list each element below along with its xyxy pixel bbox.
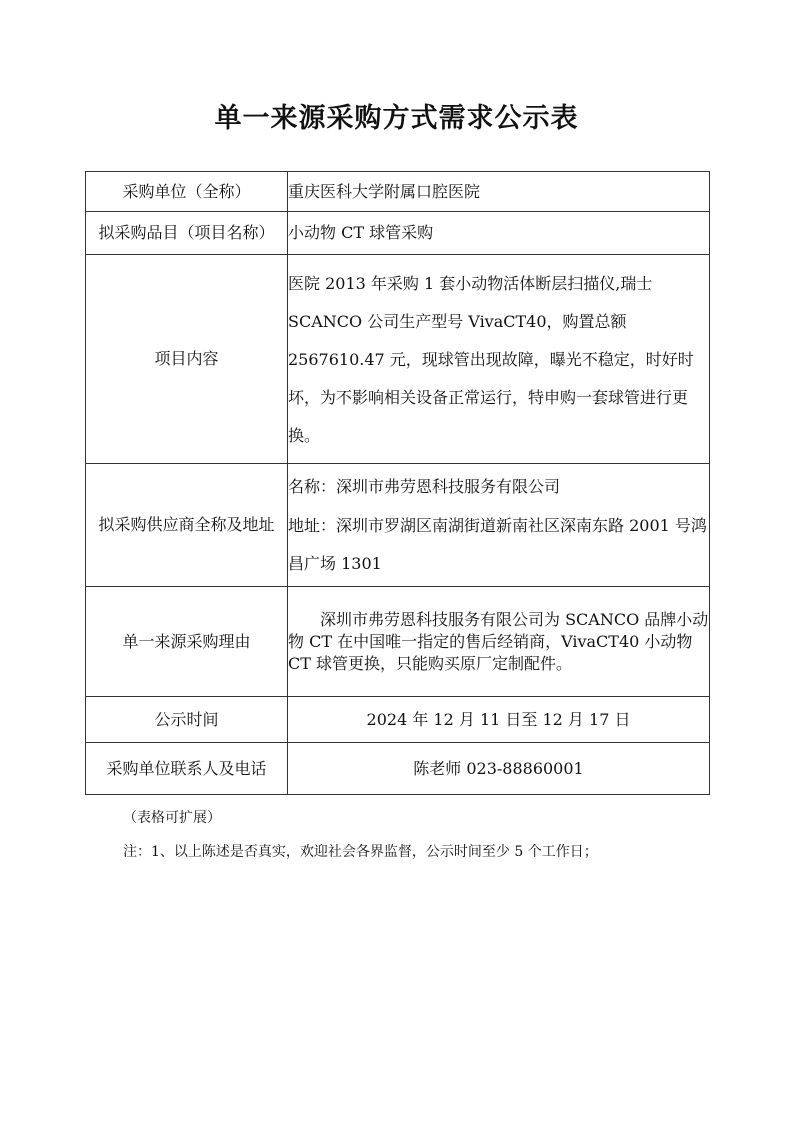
supplier-label: 拟采购供应商全称及地址 [86, 464, 288, 587]
supplier-value-cell [288, 464, 710, 587]
table-row-content [86, 255, 710, 464]
table-row-purchaser [86, 172, 710, 212]
table-row-reason [86, 587, 710, 697]
content-value-cell [288, 255, 710, 464]
purchaser-value: 重庆医科大学附属口腔医院 [288, 172, 710, 212]
item-label: 拟采购品目（项目名称） [86, 212, 288, 255]
table-row-supplier [86, 464, 710, 587]
reason-value: 深圳市弗劳恩科技服务有限公司为 SCANCO 品牌小动物 CT 在中国唯一指定的售后经销商，VivaCT40 小动物 CT 球管更换，只能购买原厂定制配件。 [288, 609, 709, 673]
purchaser-label: 采购单位（全称） [86, 172, 288, 212]
period-label: 公示时间 [86, 697, 288, 743]
supplier-name: 名称：深圳市弗劳恩科技服务有限公司 [288, 477, 561, 496]
document-title: 单一来源采购方式需求公示表 [214, 103, 579, 134]
reason-value-cell [288, 587, 710, 697]
item-value: 小动物 CT 球管采购 [288, 212, 710, 255]
contact-value: 陈老师 023-88860001 [288, 743, 710, 795]
table-expand-note: （表格可扩展） [123, 810, 221, 826]
reason-label: 单一来源采购理由 [86, 587, 288, 697]
footnote: 注：1、以上陈述是否真实，欢迎社会各界监督，公示时间至少 5 个工作日； [123, 844, 598, 860]
table-row-period [86, 697, 710, 743]
content-value: 医院 2013 年采购 1 套小动物活体断层扫描仪,瑞士 SCANCO 公司生产型号 VivaCT40，购置总额 2567610.47 元，现球管出现故障，曝光不稳定，时好时坏，为不影响相关设备正常运行，特申购一套球管进行更换。 [288, 273, 694, 445]
period-value: 2024 年 12 月 11 日至 12 月 17 日 [288, 697, 710, 743]
procurement-table [85, 171, 710, 795]
contact-label: 采购单位联系人及电话 [86, 743, 288, 795]
table-row-contact [86, 743, 710, 795]
table-row-item [86, 212, 710, 255]
supplier-address: 地址：深圳市罗湖区南湖街道新南社区深南东路 2001 号鸿昌广场 1301 [288, 516, 707, 573]
content-label: 项目内容 [86, 255, 288, 464]
